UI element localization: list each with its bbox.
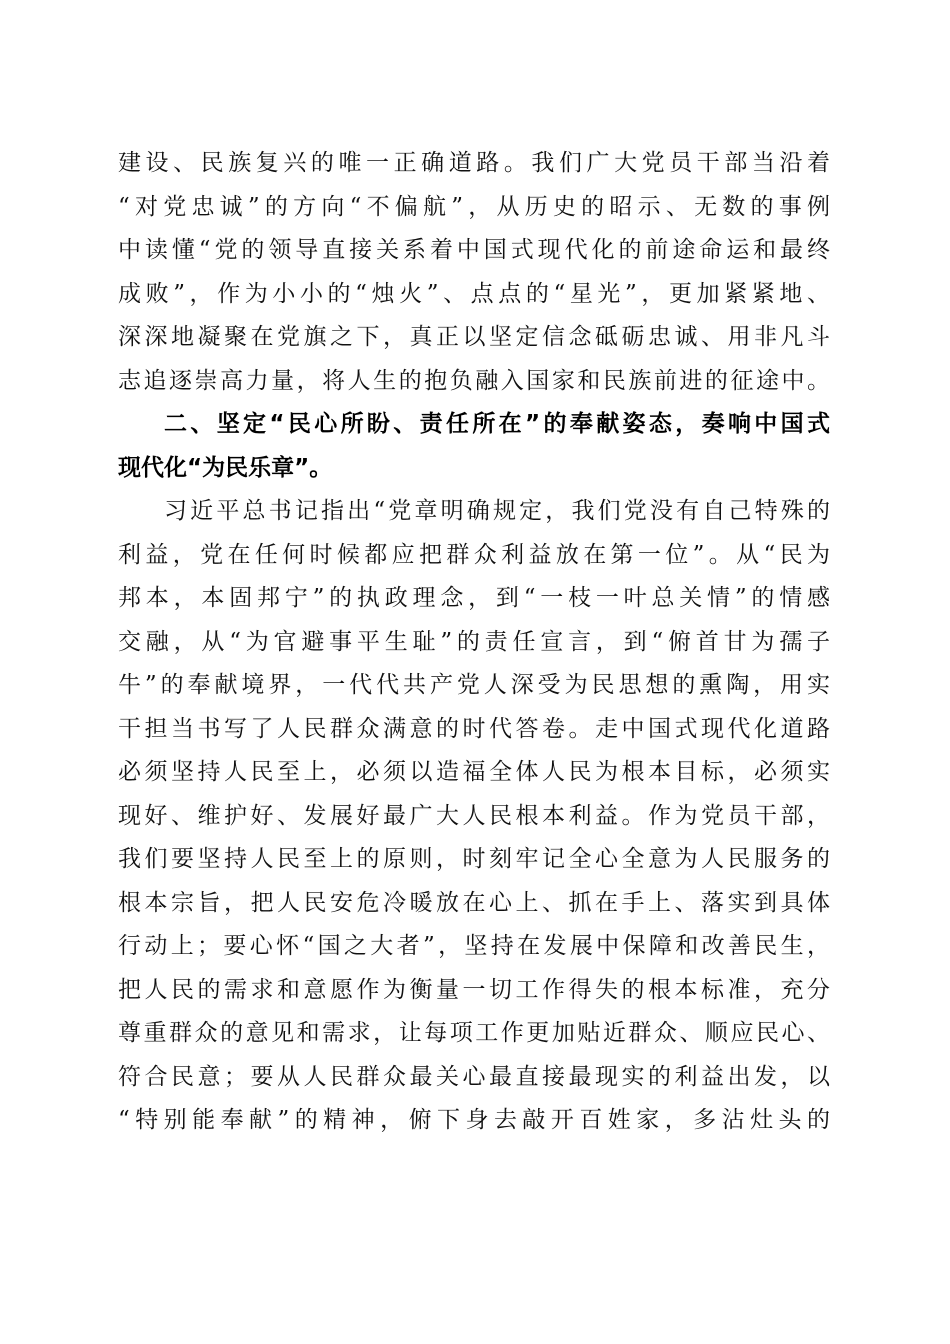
heading-line: 二、坚定“民心所盼、责任所在”的奉献姿态，奏响中国式 [164, 411, 830, 437]
text-line: 习近平总书记指出“党章明确规定，我们党没有自己特殊的 [164, 498, 830, 524]
text-line: 尊重群众的意见和需求，让每项工作更加贴近群众、顺应民心、 [118, 1020, 830, 1046]
text-line: 利益，党在任何时候都应把群众利益放在第一位”。从“民为 [118, 541, 830, 568]
text-line: 根本宗旨，把人民安危冷暖放在心上、抓在手上、落实到具体 [118, 889, 830, 916]
text-line: 我们要坚持人民至上的原则，时刻牢记全心全意为人民服务的 [118, 846, 830, 872]
text-line: 现好、维护好、发展好最广大人民根本利益。作为党员干部， [118, 802, 830, 829]
text-line: 成败”，作为小小的“烛火”、点点的“星光”，更加紧紧地、 [118, 280, 830, 307]
text-line: 深深地凝聚在党旗之下，真正以坚定信念砥砺忠诚、用非凡斗 [118, 324, 830, 350]
text-line: 邦本，本固邦宁”的执政理念，到“一枝一叶总关情”的情感 [118, 585, 830, 611]
text-line: 中读懂“党的领导直接关系着中国式现代化的前途命运和最终 [118, 237, 830, 263]
text-line: 牛”的奉献境界，一代代共产党人深受为民思想的熏陶，用实 [118, 672, 830, 698]
text-line: 必须坚持人民至上，必须以造福全体人民为根本目标，必须实 [118, 759, 830, 785]
paragraph-2 [118, 490, 830, 1143]
text-line: 建设、民族复兴的唯一正确道路。我们广大党员干部当沿着 [118, 150, 830, 176]
paragraph-1 [118, 142, 830, 403]
heading-line: 现代化“为民乐章”。 [118, 454, 333, 481]
text-line: 把人民的需求和意愿作为衡量一切工作得失的根本标准，充分 [118, 976, 830, 1003]
section-heading [118, 403, 830, 490]
text-line: 交融，从“为官避事平生耻”的责任宣言，到“俯首甘为孺子 [118, 628, 830, 655]
text-line: 符合民意；要从人民群众最关心最直接最现实的利益出发，以 [118, 1063, 830, 1090]
text-line: 志追逐崇高力量，将人生的抱负融入国家和民族前进的征途中。 [118, 367, 830, 394]
text-line: 行动上；要心怀“国之大者”，坚持在发展中保障和改善民生， [118, 933, 830, 959]
text-line: “特别能奉献”的精神，俯下身去敲开百姓家，多沾灶头的 [118, 1107, 830, 1133]
document-body [118, 142, 830, 1143]
text-line: 干担当书写了人民群众满意的时代答卷。走中国式现代化道路 [118, 715, 830, 742]
text-line: “对党忠诚”的方向“不偏航”，从历史的昭示、无数的事例 [118, 193, 830, 220]
